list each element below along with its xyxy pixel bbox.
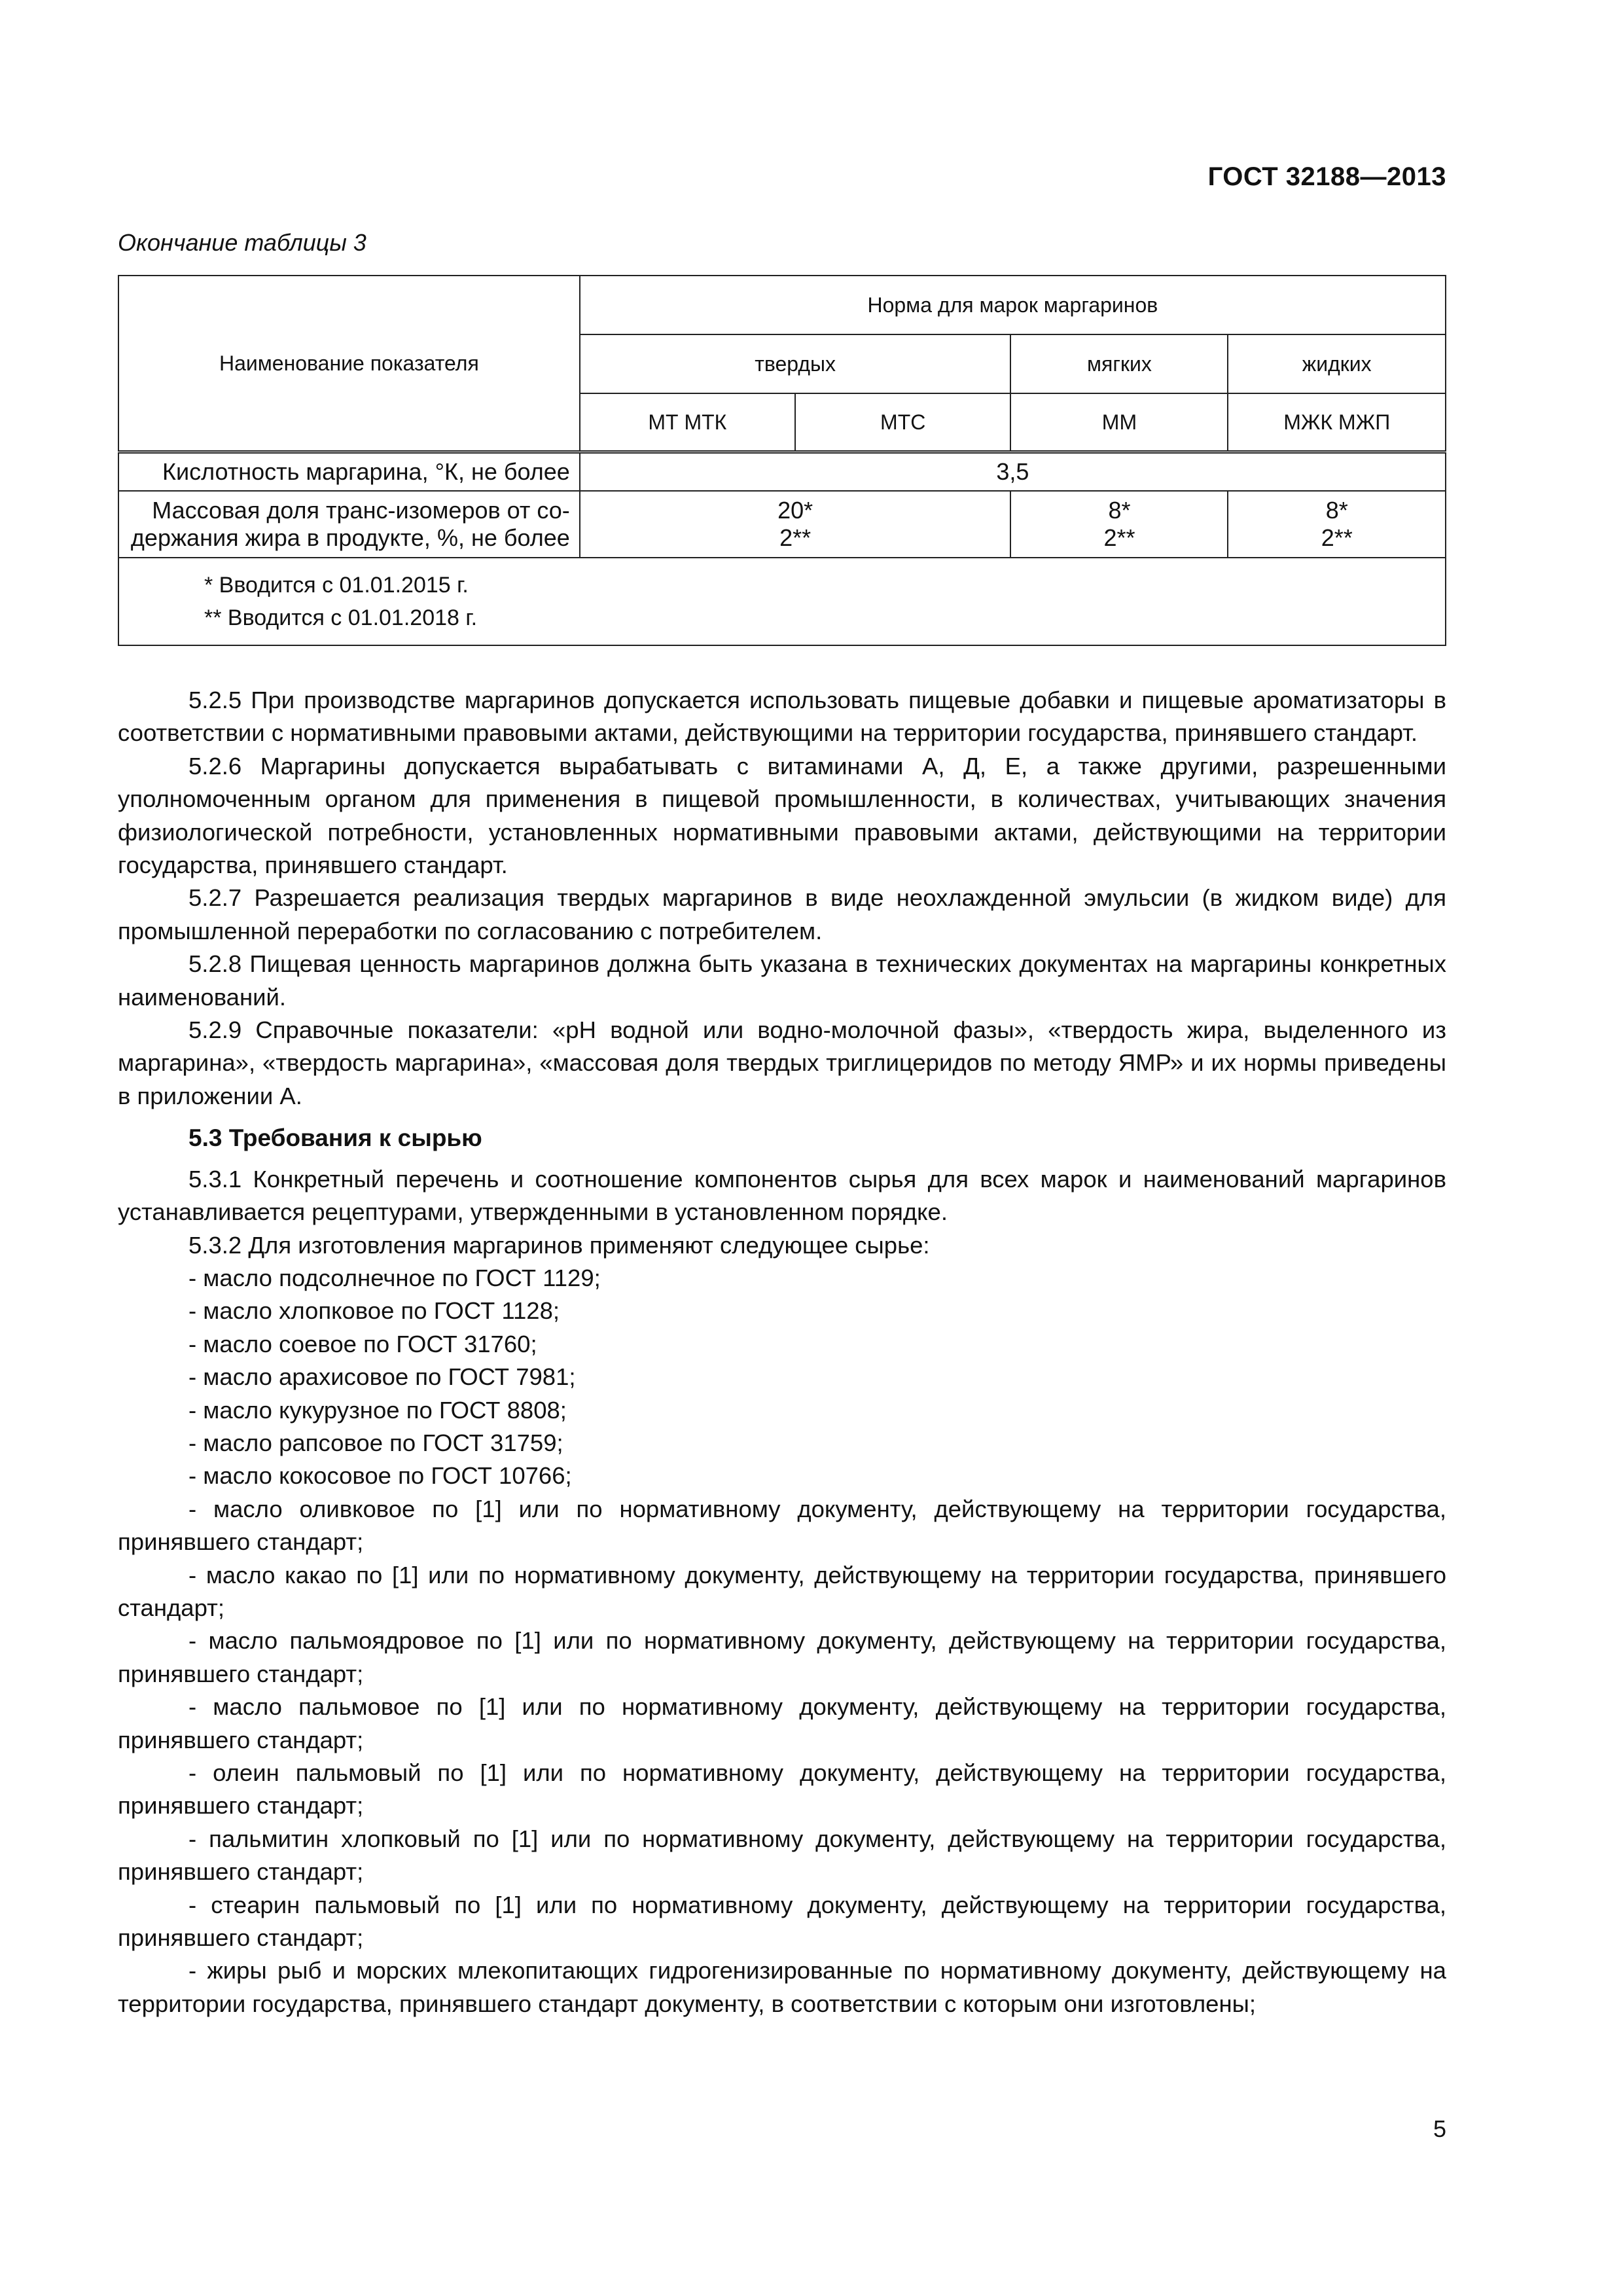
- header-group-solid: твердых: [580, 334, 1011, 393]
- body-text: [118, 684, 1446, 2020]
- list-item: - масло пальмоядровое по [1] или по нормативному документу, действующему на территории государства, принявшего стандарт;: [118, 1627, 1446, 1687]
- list-item: - олеин пальмовый по [1] или по нормативному документу, действующему на территории государства, принявшего стандарт;: [118, 1759, 1446, 1820]
- paragraph-5-2-8: 5.2.8 Пищевая ценность маргаринов должна быть указана в технических документах на маргарины конкретных наименований.: [118, 950, 1446, 1011]
- table-notes-row: [118, 558, 1446, 645]
- list-item: - масло соевое по ГОСТ 31760;: [188, 1330, 537, 1357]
- paragraph-5-3-2: 5.3.2 Для изготовления маргаринов применяют следующее сырье:: [188, 1231, 930, 1259]
- header-group-liquid: жидких: [1228, 334, 1446, 393]
- row-trans-liquid-2: 2**: [1321, 524, 1353, 551]
- header-sub-mts: МТС: [795, 393, 1011, 452]
- header-sub-mt-mtk: МТ МТК: [580, 393, 795, 452]
- list-item: - жиры рыб и морских млекопитающих гидрогенизированные по нормативному документу, действующему на территории государства, принявшего стандарт документу, в соответствии с которым они изготовлены;: [118, 1957, 1446, 2017]
- row-trans-soft: [1010, 491, 1228, 558]
- note-1: * Вводится с 01.01.2015 г.: [204, 573, 469, 598]
- header-sub-mm: ММ: [1010, 393, 1228, 452]
- paragraph-5-3-1: 5.3.1 Конкретный перечень и соотношение компонентов сырья для всех марок и наименований маргаринов устанавливается рецептурами, утвержденными в установленном порядке.: [118, 1165, 1446, 1226]
- list-item: - масло хлопковое по ГОСТ 1128;: [188, 1297, 560, 1325]
- row-trans-solid-1: 20*: [777, 497, 813, 524]
- page-number: 5: [1433, 2115, 1446, 2142]
- row-trans-soft-1: 8*: [1108, 497, 1131, 524]
- paragraph-5-2-6: 5.2.6 Маргарины допускается вырабатывать с витаминами А, Д, Е, а также другими, разрешенными уполномоченным органом для применения в пищевой промышленности, в количествах, учитывающих значения физиологической потребности, установленных нормативными правовыми актами, действующими на территории государства, принявшего стандарт.: [118, 752, 1446, 879]
- list-item: - масло пальмовое по [1] или по нормативному документу, действующему на территории государства, принявшего стандарт;: [118, 1693, 1446, 1753]
- list-item: - стеарин пальмовый по [1] или по нормативному документу, действующему на территории государства, принявшего стандарт;: [118, 1891, 1446, 1952]
- list-item: - масло кукурузное по ГОСТ 8808;: [188, 1396, 567, 1424]
- row-acidity-value: 3,5: [580, 452, 1446, 492]
- list-item: - масло арахисовое по ГОСТ 7981;: [188, 1363, 576, 1391]
- header-norm: Норма для марок маргаринов: [580, 276, 1446, 334]
- list-item: - масло кокосовое по ГОСТ 10766;: [188, 1462, 572, 1490]
- row-trans-name: [118, 491, 580, 558]
- norms-table: [118, 275, 1446, 646]
- header-indicator-name: Наименование показателя: [118, 276, 580, 452]
- table-row: [118, 491, 1446, 558]
- table-notes: [118, 558, 1446, 645]
- row-trans-solid: [580, 491, 1011, 558]
- paragraph-5-2-7: 5.2.7 Разрешается реализация твердых маргаринов в виде неохлажденной эмульсии (в жидком виде) для промышленной переработки по согласованию с потребителем.: [118, 884, 1446, 944]
- list-item: - масло оливковое по [1] или по нормативному документу, действующему на территории государства, принявшего стандарт;: [118, 1495, 1446, 1556]
- row-trans-liquid: [1228, 491, 1446, 558]
- table-caption: Окончание таблицы 3: [118, 229, 366, 256]
- row-trans-name-line1: Массовая доля транс-изомеров от со-: [152, 497, 570, 524]
- row-trans-solid-2: 2**: [779, 524, 812, 551]
- list-item: - масло подсолнечное по ГОСТ 1129;: [188, 1264, 601, 1291]
- note-2: ** Вводится с 01.01.2018 г.: [204, 605, 478, 630]
- row-trans-liquid-1: 8*: [1325, 497, 1348, 524]
- row-trans-soft-2: 2**: [1103, 524, 1135, 551]
- header-sub-mzhk-mzhp: МЖК МЖП: [1228, 393, 1446, 452]
- header-group-soft: мягких: [1010, 334, 1228, 393]
- standard-code: ГОСТ 32188—2013: [1207, 162, 1446, 191]
- list-item: - масло какао по [1] или по нормативному документу, действующему на территории государства, принявшего стандарт;: [118, 1561, 1446, 1621]
- table-row: [118, 452, 1446, 492]
- section-heading-5-3: 5.3 Требования к сырью: [188, 1124, 482, 1152]
- paragraph-5-2-5: 5.2.5 При производстве маргаринов допускается использовать пищевые добавки и пищевые ароматизаторы в соответствии с нормативными правовыми актами, действующими на территории государства, принявшего стандарт.: [118, 687, 1446, 747]
- row-acidity-name: Кислотность маргарина, °К, не более: [118, 452, 580, 492]
- row-trans-name-line2: держания жира в продукте, %, не более: [130, 524, 570, 551]
- list-item: - масло рапсовое по ГОСТ 31759;: [188, 1429, 563, 1456]
- list-item: - пальмитин хлопковый по [1] или по нормативному документу, действующему на территории государства, принявшего стандарт;: [118, 1825, 1446, 1886]
- paragraph-5-2-9: 5.2.9 Справочные показатели: «рН водной или водно-молочной фазы», «твердость жира, выделенного из маргарина», «твердость маргарина», «массовая доля твердых триглицеридов по методу ЯМР» и их нормы приведены в приложении А.: [118, 1016, 1446, 1109]
